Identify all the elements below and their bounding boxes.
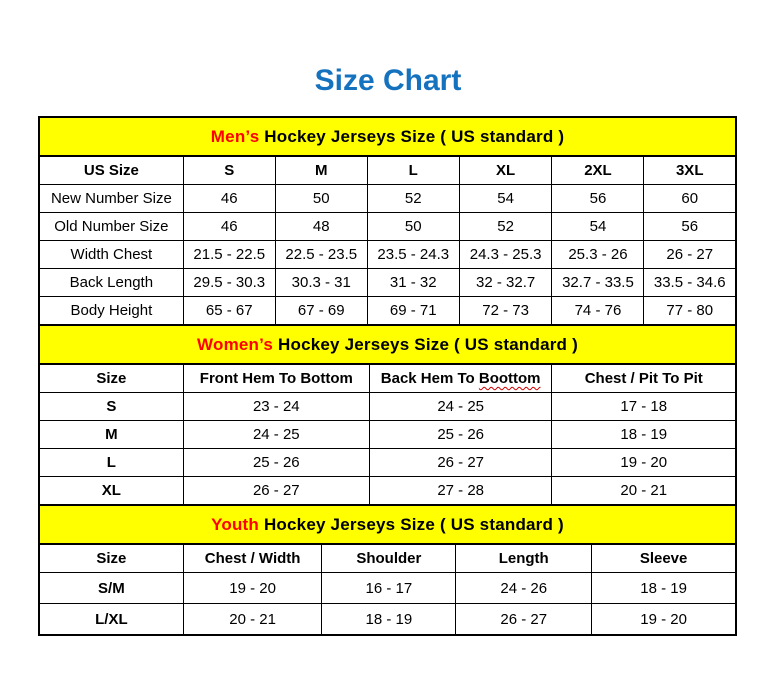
- column-header: Shoulder: [322, 544, 456, 573]
- table-row: [39, 393, 736, 421]
- size-value-cell: 19 - 20: [592, 604, 736, 636]
- row-label: Width Chest: [39, 241, 183, 269]
- row-label: Body Height: [39, 297, 183, 326]
- size-value-cell: 32 - 32.7: [459, 269, 552, 297]
- mens-column-header-row: [39, 156, 736, 185]
- size-value-cell: 24 - 25: [183, 421, 369, 449]
- size-value-cell: 77 - 80: [644, 297, 736, 326]
- size-value-cell: 24.3 - 25.3: [459, 241, 552, 269]
- size-value-cell: 31 - 32: [367, 269, 459, 297]
- youth-section-heading-cell: [39, 505, 736, 544]
- row-label: Old Number Size: [39, 213, 183, 241]
- misspelled-word: Boottom: [478, 370, 541, 387]
- mens-size-table: [38, 116, 737, 326]
- size-value-cell: 72 - 73: [459, 297, 552, 326]
- size-value-cell: 67 - 69: [275, 297, 367, 326]
- row-label: Back Length: [39, 269, 183, 297]
- size-value-cell: 46: [183, 185, 275, 213]
- size-value-cell: 56: [552, 185, 644, 213]
- column-header: Chest / Pit To Pit: [552, 364, 736, 393]
- size-value-cell: 33.5 - 34.6: [644, 269, 736, 297]
- size-value-cell: 19 - 20: [183, 573, 322, 604]
- size-value-cell: 74 - 76: [552, 297, 644, 326]
- size-value-cell: 21.5 - 22.5: [183, 241, 275, 269]
- youth-section-heading: [39, 505, 736, 544]
- size-value-cell: 26 - 27: [369, 449, 552, 477]
- table-row: [39, 213, 736, 241]
- size-value-cell: 18 - 19: [592, 573, 736, 604]
- size-value-cell: 22.5 - 23.5: [275, 241, 367, 269]
- size-value-cell: 54: [459, 185, 552, 213]
- table-row: [39, 269, 736, 297]
- table-row: [39, 185, 736, 213]
- womens-section-heading-cell: [39, 325, 736, 364]
- size-value-cell: 32.7 - 33.5: [552, 269, 644, 297]
- column-header: US Size: [39, 156, 183, 185]
- size-value-cell: 25 - 26: [369, 421, 552, 449]
- row-label: S: [39, 393, 183, 421]
- size-value-cell: 50: [275, 185, 367, 213]
- column-header: Front Hem To Bottom: [183, 364, 369, 393]
- column-header: Size: [39, 544, 183, 573]
- page-title: Size Chart: [314, 64, 462, 97]
- size-value-cell: 56: [644, 213, 736, 241]
- size-value-cell: 52: [459, 213, 552, 241]
- size-value-cell: 20 - 21: [183, 604, 322, 636]
- size-value-cell: 18 - 19: [322, 604, 456, 636]
- column-header: S: [183, 156, 275, 185]
- table-row: [39, 477, 736, 506]
- row-label: M: [39, 421, 183, 449]
- size-value-cell: 26 - 27: [644, 241, 736, 269]
- size-value-cell: 27 - 28: [369, 477, 552, 506]
- column-header: XL: [459, 156, 552, 185]
- row-label: S/M: [39, 573, 183, 604]
- size-value-cell: 18 - 19: [552, 421, 736, 449]
- youth-column-header-row: [39, 544, 736, 573]
- size-value-cell: 29.5 - 30.3: [183, 269, 275, 297]
- table-row: [39, 449, 736, 477]
- youth-section-heading-text: Hockey Jerseys Size ( US standard ): [263, 514, 564, 534]
- size-value-cell: 16 - 17: [322, 573, 456, 604]
- column-header: 2XL: [552, 156, 644, 185]
- youth-size-table: [38, 504, 737, 636]
- size-value-cell: 25.3 - 26: [552, 241, 644, 269]
- size-value-cell: 52: [367, 185, 459, 213]
- mens-section-heading-text: Hockey Jerseys Size ( US standard ): [264, 126, 565, 146]
- size-value-cell: 69 - 71: [367, 297, 459, 326]
- size-value-cell: 17 - 18: [552, 393, 736, 421]
- size-value-cell: 60: [644, 185, 736, 213]
- size-value-cell: 23.5 - 24.3: [367, 241, 459, 269]
- womens-section-heading: [39, 325, 736, 364]
- womens-column-header-row: [39, 364, 736, 393]
- column-header: M: [275, 156, 367, 185]
- mens-section-heading-cell: [39, 117, 736, 156]
- size-value-cell: 20 - 21: [552, 477, 736, 506]
- size-value-cell: 54: [552, 213, 644, 241]
- table-row: [39, 573, 736, 604]
- size-value-cell: 23 - 24: [183, 393, 369, 421]
- column-header: L: [367, 156, 459, 185]
- size-value-cell: 24 - 25: [369, 393, 552, 421]
- column-header: Chest / Width: [183, 544, 322, 573]
- size-value-cell: 24 - 26: [456, 573, 592, 604]
- column-header: Sleeve: [592, 544, 736, 573]
- size-value-cell: 19 - 20: [552, 449, 736, 477]
- size-value-cell: 46: [183, 213, 275, 241]
- table-row: [39, 604, 736, 636]
- column-header: Length: [456, 544, 592, 573]
- table-row: [39, 241, 736, 269]
- size-chart-tables: [38, 116, 737, 636]
- row-label: L/XL: [39, 604, 183, 636]
- table-row: [39, 297, 736, 326]
- size-value-cell: 50: [367, 213, 459, 241]
- size-value-cell: 48: [275, 213, 367, 241]
- size-value-cell: 25 - 26: [183, 449, 369, 477]
- column-header-back-hem: [369, 364, 552, 393]
- column-header: 3XL: [644, 156, 736, 185]
- womens-section-heading-text: Hockey Jerseys Size ( US standard ): [278, 334, 578, 354]
- row-label: XL: [39, 477, 183, 506]
- column-header-text: Back Hem To: [380, 370, 475, 387]
- mens-section-accent: Men’s: [210, 126, 260, 146]
- womens-size-table: [38, 324, 737, 506]
- size-value-cell: 30.3 - 31: [275, 269, 367, 297]
- youth-section-accent: Youth: [211, 514, 260, 534]
- table-row: [39, 421, 736, 449]
- column-header: Size: [39, 364, 183, 393]
- row-label: L: [39, 449, 183, 477]
- size-value-cell: 26 - 27: [183, 477, 369, 506]
- size-value-cell: 26 - 27: [456, 604, 592, 636]
- row-label: New Number Size: [39, 185, 183, 213]
- mens-section-heading: [39, 117, 736, 156]
- womens-section-accent: Women’s: [197, 334, 274, 354]
- size-value-cell: 65 - 67: [183, 297, 275, 326]
